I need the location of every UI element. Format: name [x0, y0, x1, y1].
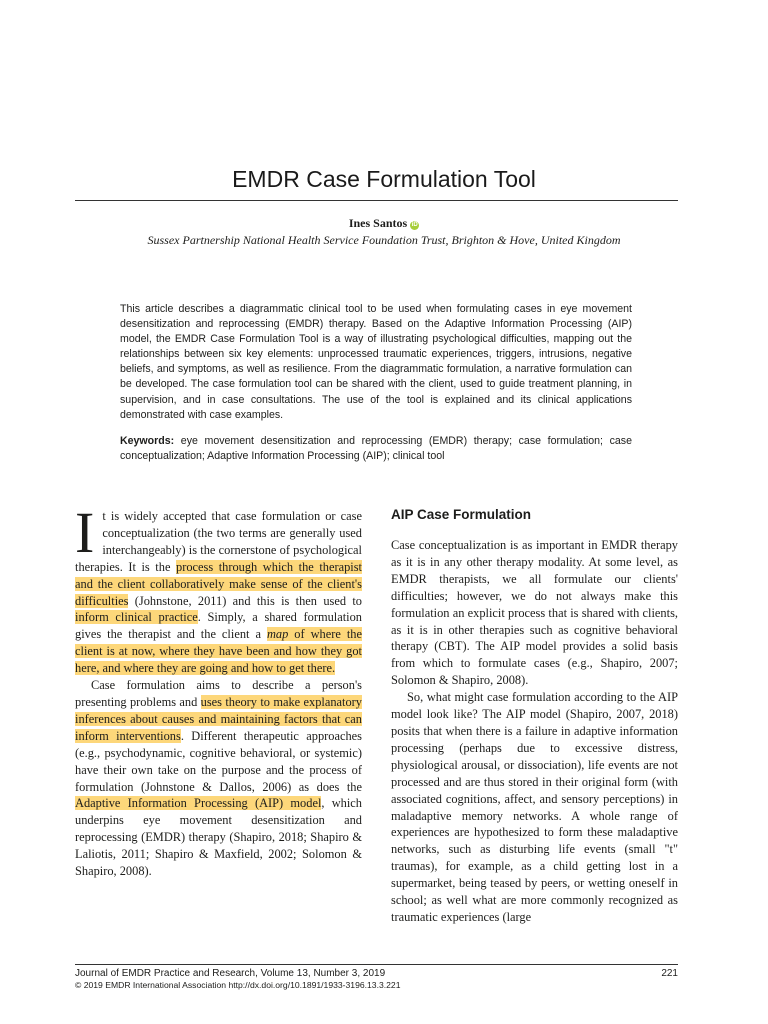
highlighted-text: process through which the therapist and the client collaboratively make sense of the client's difficulties: [75, 559, 362, 608]
body-text: t is widely accepted that case formulation or case conceptualization (the two terms are generally used interchangeably) is the cornerstone of psychological therapies. It is the: [75, 509, 362, 574]
body-text: . Different therapeutic approaches (e.g., psychodynamic, cognitive behavioral, or systemic) have their own take on the purpose and the process of formulation (Johnstone & Dallos, 2006) as does the: [75, 728, 363, 794]
body-text: , which underpins eye movement desensitization and reprocessing (EMDR) therapy (Shapiro, 2018; Shapiro & Laliotis, 2011; Shapiro & Maxfield, 2002; Solomon & Shapiro, 2008).: [75, 796, 362, 879]
intro-paragraph-2-text: [75, 678, 362, 878]
intro-paragraph-2: [75, 677, 362, 880]
title-divider: [75, 200, 678, 201]
body-text: (Johnstone, 2011) and this is then used to: [128, 593, 362, 608]
body-text: . Simply, a shared formulation gives the therapist and the client a: [75, 610, 362, 642]
footer-journal: Journal of EMDR Practice and Research, Volume 13, Number 3, 2019: [75, 968, 386, 979]
section-heading: AIP Case Formulation: [391, 507, 532, 522]
highlighted-text: of where the client is at now, where they have been and how they got here, and where they are going and how to get there.: [75, 627, 362, 676]
keywords-label: Keywords:: [120, 435, 175, 447]
page-number: 221: [661, 968, 678, 979]
footer-divider: [75, 964, 678, 965]
highlighted-text: map: [266, 627, 289, 642]
intro-paragraph-1: [75, 500, 362, 677]
article-title: EMDR Case Formulation Tool: [232, 166, 536, 192]
body-text: Case formulation aims to describe a person's presenting problems and: [75, 678, 362, 709]
highlighted-text: uses theory to make explanatory inferences about causes and maintaining factors that can inform interventions: [75, 694, 362, 743]
orcid-icon[interactable]: iD: [411, 222, 418, 228]
left-column: [75, 500, 363, 880]
highlighted-text: Adaptive Information Processing (AIP) model: [75, 796, 322, 811]
drop-cap: I: [75, 500, 95, 565]
highlighted-text: inform clinical practice: [75, 610, 198, 625]
abstract: This article describes a diagrammatic clinical tool to be used when formulating cases in eye movement desensitization and reprocessing (EMDR) therapy. Based on the Adaptive Information Processing (AIP) model, the EMDR Case Formulation Tool is a way of illustrating psychological difficulties, mapping out the relationships between six key elements: unprocessed traumatic experiences, triggers, intrusions, negative beliefs, and symptoms, as well as resilience. From the diagrammatic formulation, a narrative formulation can be developed. The case formulation tool can be shared with the client, used to guide treatment planning, in supervision, and in case consultations. The use of the tool is explained and its clinical applications demonstrated with case examples.: [120, 303, 632, 421]
author-affiliation: Sussex Partnership National Health Service Foundation Trust, Brighton & Hove, United Kingdom: [147, 233, 621, 247]
section-paragraph-1: Case conceptualization is as important in EMDR therapy as it is in any other therapy modality. At some level, as EMDR therapists, we all formulate our clients' difficulties; however, we do not always make this formulation an explicit process that is shared with clients, as it is in other therapies such as cognitive behavioral therapy (CBT). The AIP model provides a solid basis from which to formulate cases (e.g., Shapiro, 2007; Solomon & Shapiro, 2008).: [391, 538, 678, 688]
keywords-text: eye movement desensitization and reprocessing (EMDR) therapy; case formulation; case conceptualization; Adaptive Information Processing (AIP); clinical tool: [120, 435, 632, 463]
author-name: Ines Santos: [348, 216, 408, 230]
author-line: [0, 215, 768, 231]
section-paragraph-2: So, what might case formulation according to the AIP model look like? The AIP model (Shapiro, 2007, 2018) posits that when there is a failure in adaptive information processing (perhaps due to excessive distress, physiological arousal, or dissociation), life events are not processed and are thus stored in their original form (with associated cognitions, affect, and sensory perceptions) in maladaptive memory networks. A whole range of experiences are hypothesized to form these maladaptive networks, such as disturbing life events (small "t" traumas), for example, as a child getting lost in a supermarket, being teased by peers, or wetting oneself in school; as well what are more commonly recognized as traumatic experiences (large: [391, 690, 678, 924]
footer-copyright: © 2019 EMDR International Association http://dx.doi.org/10.1891/1933-3196.13.3.221: [75, 980, 401, 990]
right-column: [391, 506, 678, 926]
keywords: [120, 434, 632, 464]
intro-paragraph-1-text: [75, 500, 362, 676]
